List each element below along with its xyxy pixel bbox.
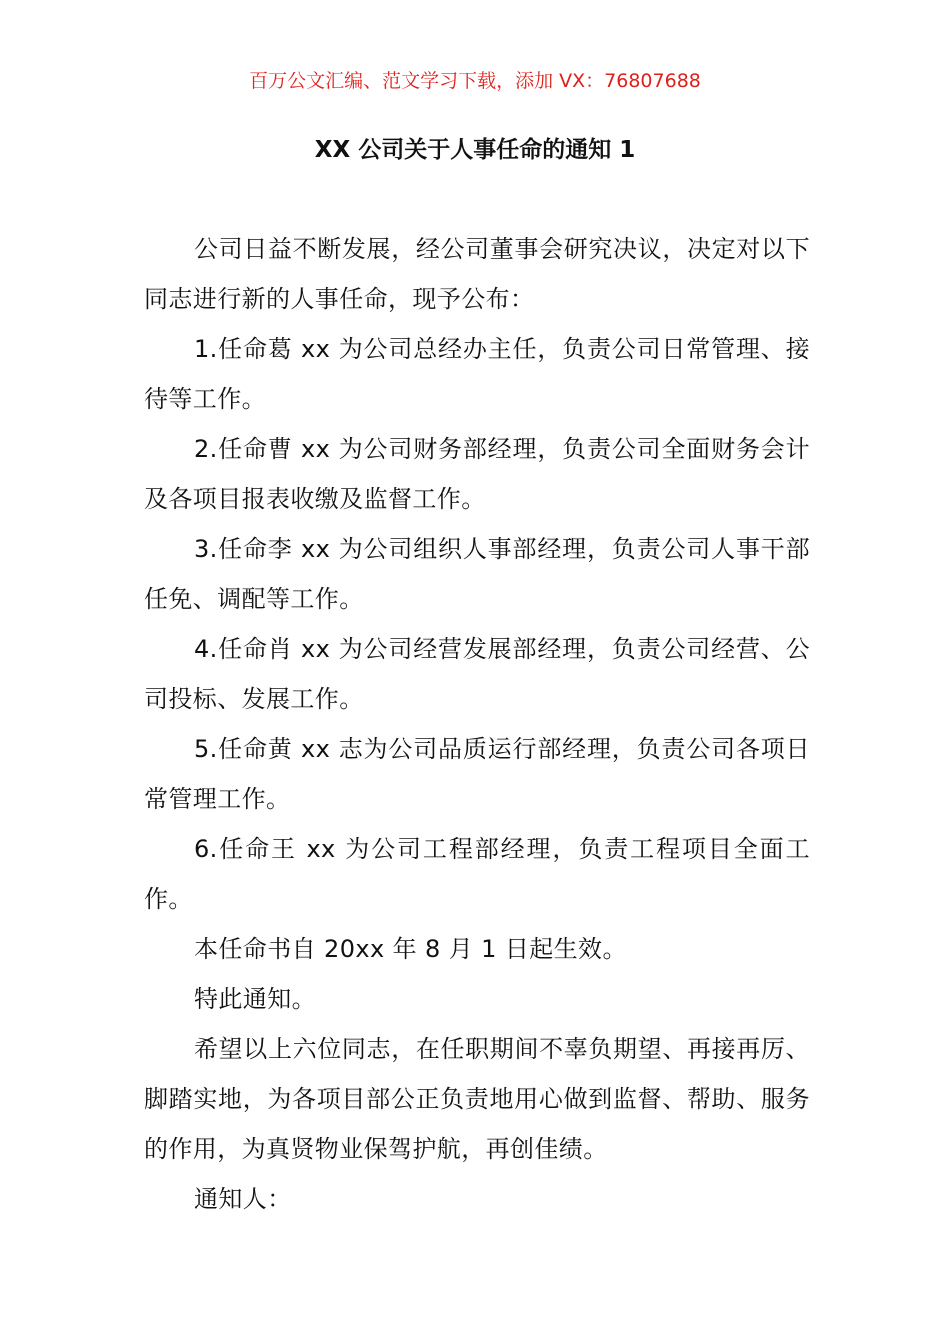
paragraph-notice: 特此通知。 [194,985,316,1013]
paragraph-effective-date: 本任命书自 20xx 年 8 月 1 日起生效。 [194,935,627,963]
paragraph-appointment-1: 1.任命葛 xx 为公司总经办主任，负责公司日常管理、接待等工作。 [144,335,810,413]
document-title: XX 公司关于人事任命的通知 1 [314,137,636,163]
header-note: 百万公文汇编、范文学习下载，添加 VX：76807688 [249,70,701,92]
paragraph-appointment-5: 5.任命黄 xx 志为公司品质运行部经理，负责公司各项日常管理工作。 [144,735,810,813]
paragraph-appointment-4: 4.任命肖 xx 为公司经营发展部经理，负责公司经营、公司投标、发展工作。 [144,635,810,713]
paragraph-expectation: 希望以上六位同志，在任职期间不辜负期望、再接再厉、脚踏实地，为各项目部公正负责地用心做到监督、帮助、服务的作用，为真贤物业保驾护航，再创佳绩。 [144,1035,810,1163]
paragraph-notifier: 通知人： [194,1185,292,1213]
paragraph-intro: 公司日益不断发展，经公司董事会研究决议，决定对以下同志进行新的人事任命，现予公布： [144,235,810,313]
document-body [144,224,810,1224]
paragraph-appointment-3: 3.任命李 xx 为公司组织人事部经理，负责公司人事干部任免、调配等工作。 [144,535,810,613]
paragraph-appointment-2: 2.任命曹 xx 为公司财务部经理，负责公司全面财务会计及各项目报表收缴及监督工作。 [144,435,810,513]
paragraph-appointment-6: 6.任命王 xx 为公司工程部经理，负责工程项目全面工作。 [144,835,810,913]
